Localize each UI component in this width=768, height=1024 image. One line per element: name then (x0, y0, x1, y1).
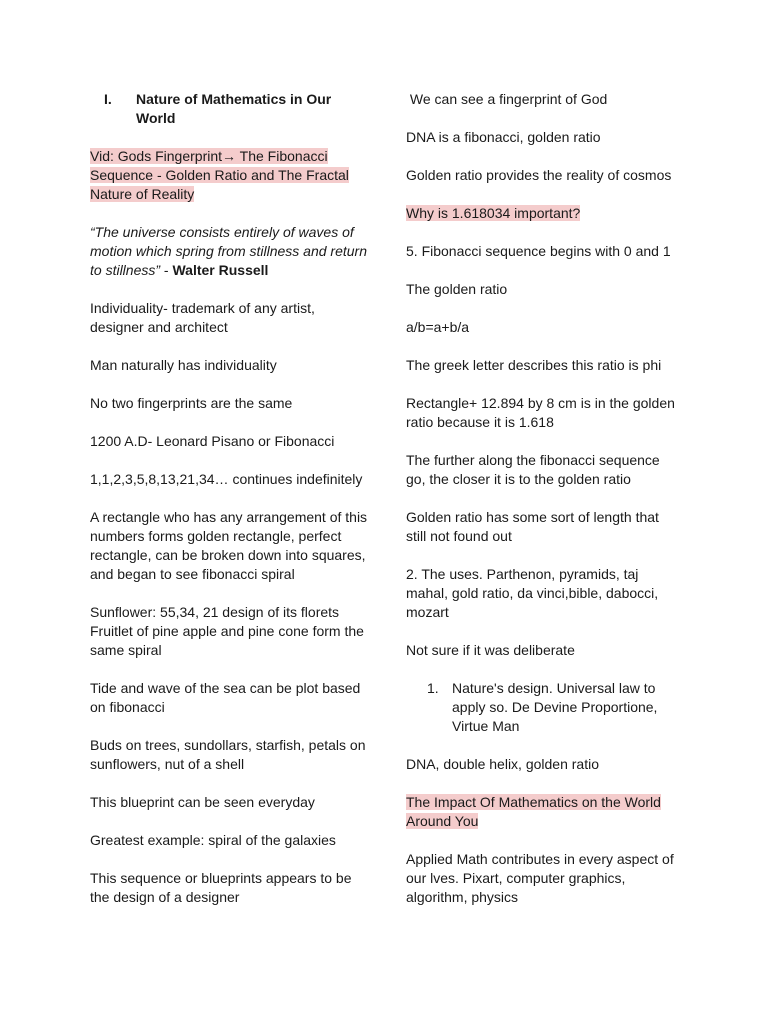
video-title-paragraph (90, 147, 370, 204)
note-man-individuality: Man naturally has individuality (90, 357, 277, 373)
note-golden-rectangle: A rectangle who has any arrangement of this numbers forms golden rectangle, perfect rectangle, can be broken down into squares, and began to see fibonacci spiral (90, 509, 368, 582)
note-cosmos: Golden ratio provides the reality of cosmos (406, 167, 672, 183)
note-length: Golden ratio has some sort of length that still not found out (406, 509, 659, 544)
note-applied-math: Applied Math contributes in every aspect of our lves. Pixart, computer graphics, algorithm, physics (406, 851, 674, 905)
note-blueprint: This blueprint can be seen everyday (90, 794, 315, 810)
quote-author: Walter Russell (172, 262, 269, 278)
note-buds: Buds on trees, sundollars, starfish, petals on sunflowers, nut of a shell (90, 737, 366, 772)
quote-paragraph (90, 223, 370, 280)
note-uses: 2. The uses. Parthenon, pyramids, taj mahal, gold ratio, da vinci,bible, dabocci, mozart (406, 566, 659, 620)
left-column (90, 90, 370, 926)
note-formula: a/b=a+b/a (406, 319, 470, 335)
list-item-number: 1. (427, 680, 439, 696)
note-galaxies: Greatest example: spiral of the galaxies (90, 832, 336, 848)
highlight-question: Why is 1.618034 important? (406, 205, 581, 221)
quote-separator: - (160, 262, 173, 278)
note-further-along: The further along the fibonacci sequence go, the closer it is to the golden ratio (406, 452, 660, 487)
note-phi: The greek letter describes this ratio is phi (406, 357, 662, 373)
note-golden-ratio: The golden ratio (406, 281, 508, 297)
list-item-text: Nature's design. Universal law to apply so. De Devine Proportione, Virtue Man (452, 680, 658, 734)
note-fingerprints: No two fingerprints are the same (90, 395, 293, 411)
list-item (406, 679, 678, 736)
question-paragraph (406, 204, 678, 223)
note-double-helix: DNA, double helix, golden ratio (406, 756, 600, 772)
note-fibonacci-origin: 1200 A.D- Leonard Pisano or Fibonacci (90, 433, 335, 449)
note-fingerprint-god: We can see a fingerprint of God (406, 91, 608, 107)
impact-heading-paragraph (406, 793, 678, 831)
section-heading (90, 90, 370, 128)
section-number: I. (104, 91, 112, 107)
note-deliberate: Not sure if it was deliberate (406, 642, 575, 658)
right-column (406, 90, 678, 926)
note-tide: Tide and wave of the sea can be plot based on fibonacci (90, 680, 361, 715)
video-title: Vid: Gods Fingerprint→ The Fibonacci Sequence - Golden Ratio and The Fractal Nature of Reality (90, 148, 349, 202)
note-individuality: Individuality- trademark of any artist, designer and architect (90, 300, 315, 335)
section-title: Nature of Mathematics in Our World (136, 91, 332, 126)
note-rectangle: Rectangle+ 12.894 by 8 cm is in the golden ratio because it is 1.618 (406, 395, 675, 430)
note-sunflower: Sunflower: 55,34, 21 design of its florets Fruitlet of pine apple and pine cone form the same spiral (90, 604, 364, 658)
note-dna-fibonacci: DNA is a fibonacci, golden ratio (406, 129, 601, 145)
note-sequence-start: 5. Fibonacci sequence begins with 0 and 1 (406, 243, 671, 259)
quote-text: “The universe consists entirely of waves of motion which spring from stillness and return to stillness” (90, 224, 368, 278)
note-sequence: 1,1,2,3,5,8,13,21,34… continues indefinitely (90, 471, 363, 487)
note-designer: This sequence or blueprints appears to be the design of a designer (90, 870, 352, 905)
impact-heading: The Impact Of Mathematics on the World Around You (406, 794, 661, 829)
numbered-list (406, 679, 678, 736)
